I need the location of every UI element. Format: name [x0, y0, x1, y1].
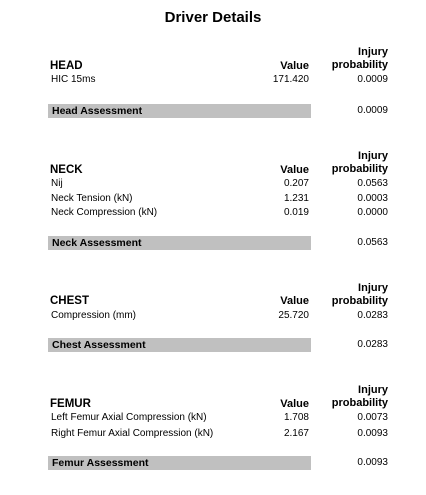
section-title: CHEST — [50, 295, 89, 307]
row-probability: 0.0073 — [357, 412, 388, 423]
injury-probability-header: Injury probability — [331, 384, 388, 409]
value-header: Value — [280, 295, 309, 307]
assessment-probability: 0.0009 — [357, 105, 388, 116]
value-header: Value — [280, 164, 309, 176]
value-header: Value — [280, 60, 309, 72]
assessment-bar: Head Assessment — [48, 104, 311, 118]
row-value: 2.167 — [283, 428, 309, 439]
row-value: 1.708 — [283, 412, 309, 423]
value-header: Value — [280, 398, 309, 410]
row-label: HIC 15ms — [51, 74, 96, 85]
row-value: 25.720 — [278, 310, 309, 321]
injury-probability-header: Injury probability — [331, 46, 388, 71]
assessment-bar: Femur Assessment — [48, 456, 311, 470]
assessment-probability: 0.0093 — [357, 457, 388, 468]
section-title: NECK — [50, 164, 83, 176]
row-label: Right Femur Axial Compression (kN) — [51, 428, 214, 439]
row-label: Neck Compression (kN) — [51, 207, 158, 218]
assessment-probability: 0.0283 — [357, 339, 388, 350]
injury-probability-header: Injury probability — [331, 282, 388, 307]
row-value: 0.207 — [283, 178, 309, 189]
row-value: 1.231 — [283, 193, 309, 204]
row-label: Left Femur Axial Compression (kN) — [51, 412, 207, 423]
row-probability: 0.0009 — [357, 74, 388, 85]
assessment-bar: Neck Assessment — [48, 236, 311, 250]
row-probability: 0.0000 — [357, 207, 388, 218]
section-title: HEAD — [50, 60, 83, 72]
row-probability: 0.0003 — [357, 193, 388, 204]
injury-probability-header: Injury probability — [331, 150, 388, 175]
assessment-probability: 0.0563 — [357, 237, 388, 248]
row-probability: 0.0563 — [357, 178, 388, 189]
row-label: Compression (mm) — [51, 310, 137, 321]
row-value: 171.420 — [272, 74, 309, 85]
row-label: Nij — [51, 178, 63, 189]
row-label: Neck Tension (kN) — [51, 193, 133, 204]
row-probability: 0.0283 — [357, 310, 388, 321]
row-value: 0.019 — [283, 207, 309, 218]
assessment-bar: Chest Assessment — [48, 338, 311, 352]
page-title: Driver Details — [164, 9, 262, 26]
section-title: FEMUR — [50, 398, 91, 410]
row-probability: 0.0093 — [357, 428, 388, 439]
